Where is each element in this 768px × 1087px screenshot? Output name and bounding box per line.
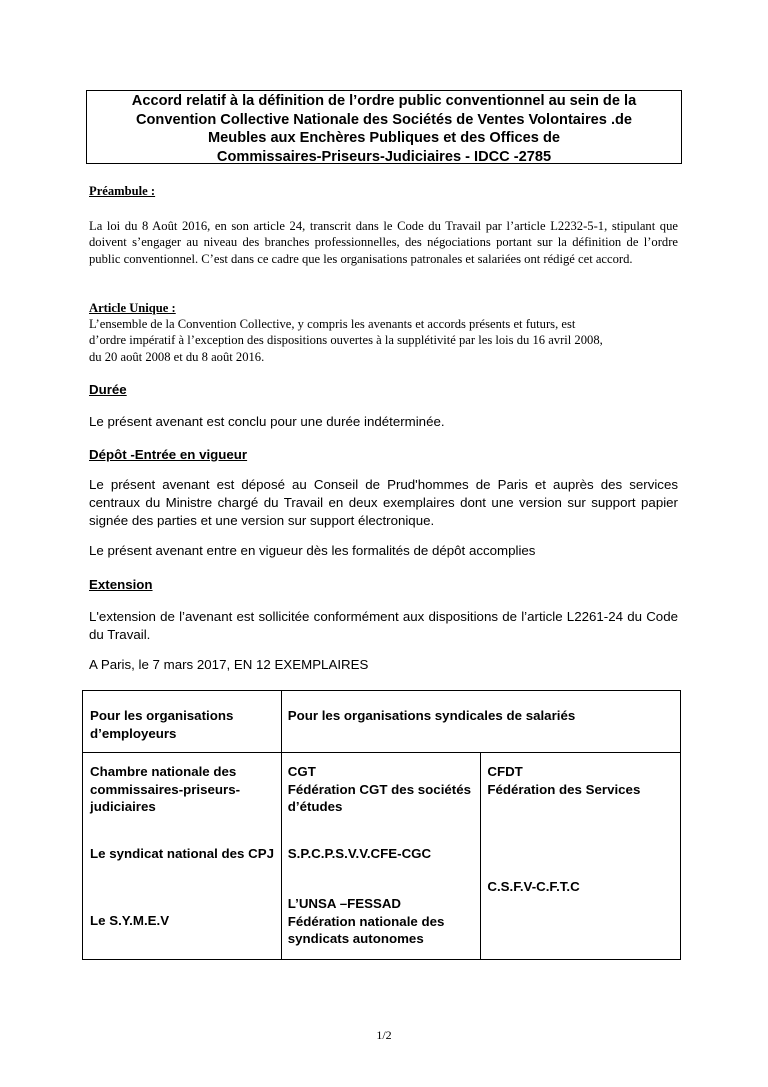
unions-cell-1 [281, 753, 481, 960]
employer-symev: Le S.Y.M.E.V [90, 913, 170, 928]
title-line-4: Commissaires-Priseurs-Judiciaires - IDCC -2785 [216, 148, 552, 165]
preambule-text: La loi du 8 Août 2016, en son article 24, transcrit dans le Code du Travail par l’article L2232-5-1, stipulant que doivent s’engager au niveau des branches professionnelles, des négociations portant sur la définition de l’ordre public conventionnel. C’est dans ce cadre que les organisations patronales et salariées ont rédigé cet accord. [89, 219, 678, 266]
table-header-row [83, 691, 681, 753]
depot-text-1: Le présent avenant est déposé au Conseil de Prud'hommes de Paris et auprès des services centraux du Ministre chargé du Travail en deux exemplaires dont une version sur support papier signée des parties et une version sur support électronique. [89, 477, 678, 528]
title-line-3: Meubles aux Enchères Publiques et des Offices de [208, 130, 560, 146]
employer-chambre-nationale: Chambre nationale des commissaires-priseurs-judiciaires [90, 764, 241, 814]
article-unique-line-3: du 20 août 2008 et du 8 août 2016. [89, 349, 265, 364]
article-unique-text [89, 316, 678, 365]
title-line-1: Accord relatif à la définition de l’ordre public conventionnel au sein de la [131, 93, 637, 109]
employer-syndicat-national-cpj: Le syndicat national des CPJ [90, 846, 274, 861]
unions-cell-2 [481, 753, 681, 960]
page-number: 1/2 [376, 1028, 392, 1042]
article-unique-line-2: d’ordre impératif à l’exception des dispositions ouvertes à la supplétivité par les lois du 16 avril 2008, [89, 333, 603, 348]
employers-cell [83, 753, 282, 960]
union-spcpsvv-cfe-cgc: S.P.C.P.S.V.V.CFE-CGC [287, 846, 432, 861]
document-title-box [86, 90, 682, 164]
header-employers: Pour les organisations d’employeurs [83, 691, 282, 753]
title-line-2: Convention Collective Nationale des Sociétés de Ventes Volontaires .de [135, 111, 633, 128]
header-unions: Pour les organisations syndicales de salariés [281, 691, 680, 753]
article-unique-line-1: L’ensemble de la Convention Collective, y compris les avenants et accords présents et futurs, est [89, 317, 576, 331]
depot-text-2: Le présent avenant entre en vigueur dès les formalités de dépôt accomplies [89, 543, 536, 558]
union-cgt: CGT Fédération CGT des sociétés d’études [287, 764, 472, 814]
union-csfv-cftc: C.S.F.V-C.F.T.C [487, 879, 580, 894]
duree-text: Le présent avenant est conclu pour une durée indéterminée. [89, 414, 445, 429]
union-unsa-fessad: L’UNSA –FESSAD Fédération nationale des syndicats autonomes [287, 896, 445, 946]
union-cfdt: CFDT Fédération des Services [487, 764, 641, 797]
signature-place-date: A Paris, le 7 mars 2017, EN 12 EXEMPLAIRES [89, 657, 369, 672]
article-unique-heading: Article Unique : [89, 301, 176, 315]
table-signatories-row [83, 753, 681, 960]
extension-heading: Extension [89, 577, 153, 592]
preambule-heading: Préambule : [89, 184, 156, 198]
extension-text: L'extension de l’avenant est sollicitée conformément aux dispositions de l’article L2261-24 du Code du Travail. [89, 609, 678, 642]
duree-heading: Durée [89, 382, 127, 397]
depot-heading: Dépôt -Entrée en vigueur [89, 447, 248, 462]
signatories-table [82, 690, 681, 960]
